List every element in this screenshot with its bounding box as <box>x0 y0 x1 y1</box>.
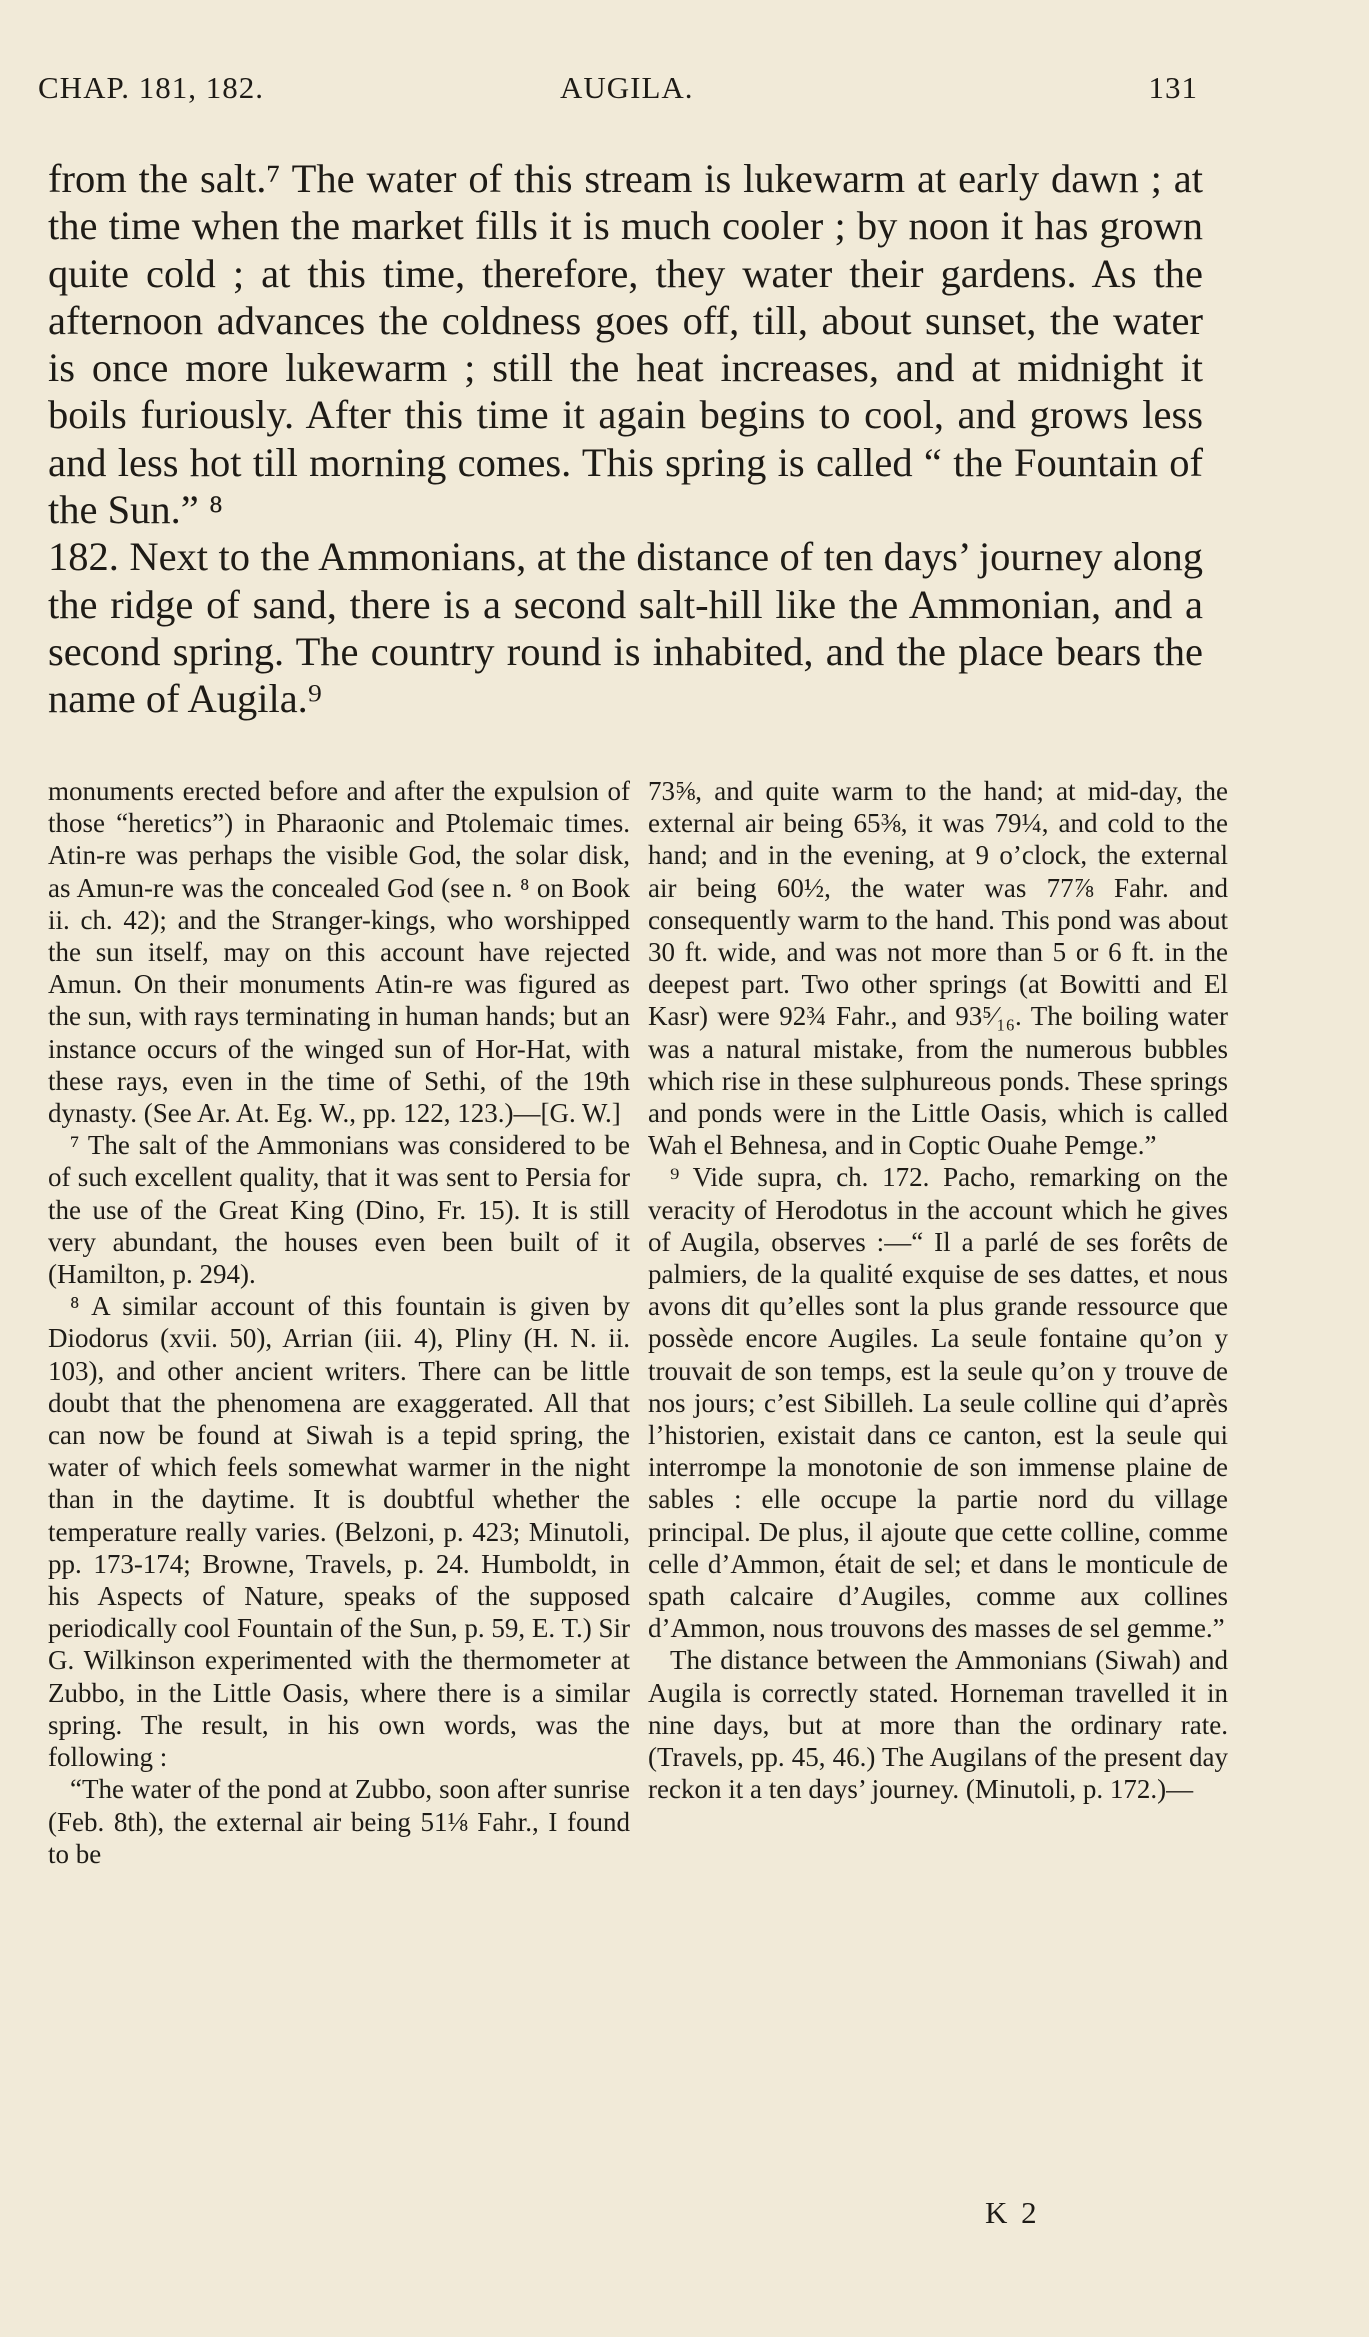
printer-signature: K 2 <box>985 2195 1040 2230</box>
footnote-continued: monuments erected before and after the expulsion of those “heretics”) in Pharaonic and Ptolemaic times. Atin-re was perhaps the visible God, the solar disk, as Amun-re was the concealed God (see n. ⁸ on Book ii. ch. 42); and the Stranger-kings, who worshipped the sun itself, may on this account have rejected Amun. On their monuments Atin-re was figured as the sun, with rays terminating in human hands; but an instance occurs of the winged sun of Hor-Hat, with these rays, even in the time of Sethi, of the 19th dynasty. (See Ar. At. Eg. W., pp. 122, 123.)—[G. W.] <box>48 776 630 1129</box>
footnotes-left-column <box>48 775 630 1870</box>
running-title: AUGILA. <box>560 70 694 105</box>
page-number: 131 <box>1148 70 1198 105</box>
chapter-reference: CHAP. 181, 182. <box>38 70 265 105</box>
footnote-7: ⁷ The salt of the Ammonians was considered to be of such excellent quality, that it was sent to Persia for the use of the Great King (Dino, Fr. 15). It is still very abundant, the houses even been built of it (Hamilton, p. 294). <box>48 1130 630 1290</box>
footnote-9-continued: The distance between the Ammonians (Siwah) and Augila is correctly stated. Horneman travelled it in nine days, but at more than the ordinary rate. (Travels, pp. 45, 46.) The Augilans of the present day reckon it a ten days’ journey. (Minutoli, p. 172.)— <box>648 1645 1228 1805</box>
section-182-paragraph: 182. Next to the Ammonians, at the distance of ten days’ journey along the ridge of sand, there is a second salt-hill like the Ammonian, and a second spring. The country round is inhabited, and the place bears the name of Augila.⁹ <box>48 534 1203 722</box>
footnote-8-quotation: “The water of the pond at Zubbo, soon after sunrise (Feb. 8th), the external air being 51⅛ Fahr., I found to be <box>48 1774 630 1869</box>
footnotes-right-column <box>648 775 1228 1806</box>
main-paragraph-continued: from the salt.⁷ The water of this stream is lukewarm at early dawn ; at the time when the market fills it is much cooler ; by noon it has grown quite cold ; at this time, therefore, they water their gardens. As the afternoon advances the coldness goes off, till, about sunset, the water is once more lukewarm ; still the heat increases, and at midnight it boils furiously. After this time it again begins to cool, and grows less and less hot till morning comes. This spring is called “ the Fountain of the Sun.” ⁸ <box>48 156 1203 533</box>
main-text <box>48 155 1203 723</box>
running-head <box>38 70 1198 114</box>
footnote-9: ⁹ Vide supra, ch. 172. Pacho, remarking on the veracity of Herodotus in the account which he gives of Augila, observes :—“ Il a parlé de ses forêts de palmiers, de la qualité exquise de ses dattes, et nous avons dit qu’elles sont la plus grande ressource que possède encore Augiles. La seule fontaine qu’on y trouvait de son temps, est la seule qu’on y trouve de nos jours; c’est Sibilleh. La seule colline qui d’après l’historien, existait dans ce canton, est la seule qui interrompe la monotonie de son immense plaine de sables : elle occupe la partie nord du village principal. De plus, il ajoute que cette colline, comme celle d’Ammon, était de sel; et dans le monticule de spath calcaire d’Augiles, comme aux collines d’Ammon, nous trouvons des masses de sel gemme.” <box>648 1162 1228 1644</box>
footnote-8-quotation-continued: 73⅝, and quite warm to the hand; at mid-day, the external air being 65⅜, it was 79¼, and cold to the hand; and in the evening, at 9 o’clock, the external air being 60½, the water was 77⅞ Fahr. and consequently warm to the hand. This pond was about 30 ft. wide, and was not more than 5 or 6 ft. in the deepest part. Two other springs (at Bowitti and El Kasr) were 92¾ Fahr., and 93⁵⁄₁₆. The boiling water was a natural mistake, from the numerous bubbles which rise in these sulphureous ponds. These springs and ponds were in the Little Oasis, which is called Wah el Behnesa, and in Coptic Ouahe Pemge.” <box>648 776 1228 1161</box>
footnote-8: ⁸ A similar account of this fountain is given by Diodorus (xvii. 50), Arrian (iii. 4), Pliny (H. N. ii. 103), and other ancient writers. There can be little doubt that the phenomena are exaggerated. All that can now be found at Siwah is a tepid spring, the water of which feels somewhat warmer in the night than in the daytime. It is doubtful whether the temperature really varies. (Belzoni, p. 423; Minutoli, pp. 173-174; Browne, Travels, p. 24. Humboldt, in his Aspects of Nature, speaks of the supposed periodically cool Fountain of the Sun, p. 59, E. T.) Sir G. Wilkinson experimented with the thermometer at Zubbo, in the Little Oasis, where there is a similar spring. The result, in his own words, was the following : <box>48 1291 630 1773</box>
